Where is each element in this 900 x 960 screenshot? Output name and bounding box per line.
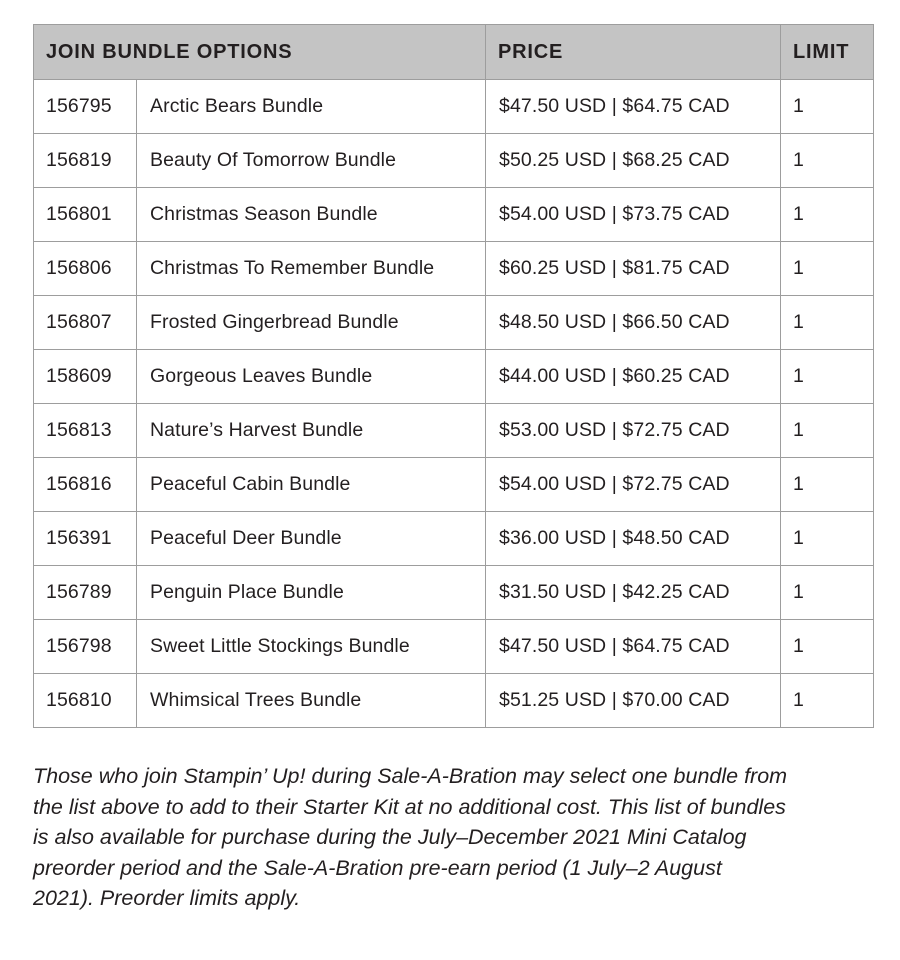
price-cell: $48.50 USD | $66.50 CAD: [486, 296, 781, 350]
limit-cell: 1: [781, 458, 874, 512]
item-number-cell: 156798: [34, 620, 137, 674]
footnote-line: 2021). Preorder limits apply.: [33, 886, 301, 910]
footnote-line: Those who join Stampin’ Up! during Sale-A-Bration may select one bundle from: [33, 764, 788, 788]
table-row: [34, 674, 874, 728]
table-row: [34, 242, 874, 296]
bundle-name-cell: Nature’s Harvest Bundle: [137, 404, 486, 458]
footnote-line: is also available for purchase during the July–December 2021 Mini Catalog: [33, 825, 747, 849]
price-cell: $54.00 USD | $73.75 CAD: [486, 188, 781, 242]
limit-cell: 1: [781, 134, 874, 188]
limit-cell: 1: [781, 674, 874, 728]
footnote-line: preorder period and the Sale-A-Bration pre-earn period (1 July–2 August: [33, 855, 722, 880]
item-number-cell: 156819: [34, 134, 137, 188]
item-number-cell: 156801: [34, 188, 137, 242]
bundle-name-cell: Christmas To Remember Bundle: [137, 242, 486, 296]
bundle-name-cell: Sweet Little Stockings Bundle: [137, 620, 486, 674]
footnote-paragraph: [33, 761, 878, 914]
item-number-cell: 156789: [34, 566, 137, 620]
price-cell: $50.25 USD | $68.25 CAD: [486, 134, 781, 188]
table-row: [34, 296, 874, 350]
header-join-bundle-options: JOIN BUNDLE OPTIONS: [34, 25, 486, 80]
table-row: [34, 188, 874, 242]
item-number-cell: 156806: [34, 242, 137, 296]
limit-cell: 1: [781, 242, 874, 296]
limit-cell: 1: [781, 188, 874, 242]
bundle-name-cell: Gorgeous Leaves Bundle: [137, 350, 486, 404]
table-row: [34, 134, 874, 188]
price-cell: $31.50 USD | $42.25 CAD: [486, 566, 781, 620]
limit-cell: 1: [781, 404, 874, 458]
table-row: [34, 350, 874, 404]
item-number-cell: 156816: [34, 458, 137, 512]
header-price: PRICE: [486, 25, 781, 80]
price-cell: $47.50 USD | $64.75 CAD: [486, 80, 781, 134]
limit-cell: 1: [781, 296, 874, 350]
item-number-cell: 156813: [34, 404, 137, 458]
item-number-cell: 156810: [34, 674, 137, 728]
table-row: [34, 512, 874, 566]
header-limit: LIMIT: [781, 25, 874, 80]
price-cell: $47.50 USD | $64.75 CAD: [486, 620, 781, 674]
price-cell: $44.00 USD | $60.25 CAD: [486, 350, 781, 404]
price-cell: $54.00 USD | $72.75 CAD: [486, 458, 781, 512]
table-header-row: [34, 25, 874, 80]
bundle-name-cell: Beauty Of Tomorrow Bundle: [137, 134, 486, 188]
price-cell: $51.25 USD | $70.00 CAD: [486, 674, 781, 728]
bundle-name-cell: Whimsical Trees Bundle: [137, 674, 486, 728]
price-cell: $36.00 USD | $48.50 CAD: [486, 512, 781, 566]
limit-cell: 1: [781, 350, 874, 404]
limit-cell: 1: [781, 620, 874, 674]
limit-cell: 1: [781, 566, 874, 620]
bundle-name-cell: Frosted Gingerbread Bundle: [137, 296, 486, 350]
table-row: [34, 458, 874, 512]
item-number-cell: 156807: [34, 296, 137, 350]
item-number-cell: 156795: [34, 80, 137, 134]
table-row: [34, 566, 874, 620]
table-row: [34, 620, 874, 674]
price-cell: $53.00 USD | $72.75 CAD: [486, 404, 781, 458]
table-row: [34, 404, 874, 458]
table-row: [34, 80, 874, 134]
limit-cell: 1: [781, 512, 874, 566]
bundle-name-cell: Arctic Bears Bundle: [137, 80, 486, 134]
price-cell: $60.25 USD | $81.75 CAD: [486, 242, 781, 296]
footnote-line: the list above to add to their Starter Kit at no additional cost. This list of bundles: [33, 794, 786, 819]
limit-cell: 1: [781, 80, 874, 134]
item-number-cell: 158609: [34, 350, 137, 404]
join-bundle-options-table: [33, 24, 874, 728]
bundle-name-cell: Penguin Place Bundle: [137, 566, 486, 620]
item-number-cell: 156391: [34, 512, 137, 566]
bundle-name-cell: Peaceful Cabin Bundle: [137, 458, 486, 512]
bundle-name-cell: Peaceful Deer Bundle: [137, 512, 486, 566]
bundle-name-cell: Christmas Season Bundle: [137, 188, 486, 242]
